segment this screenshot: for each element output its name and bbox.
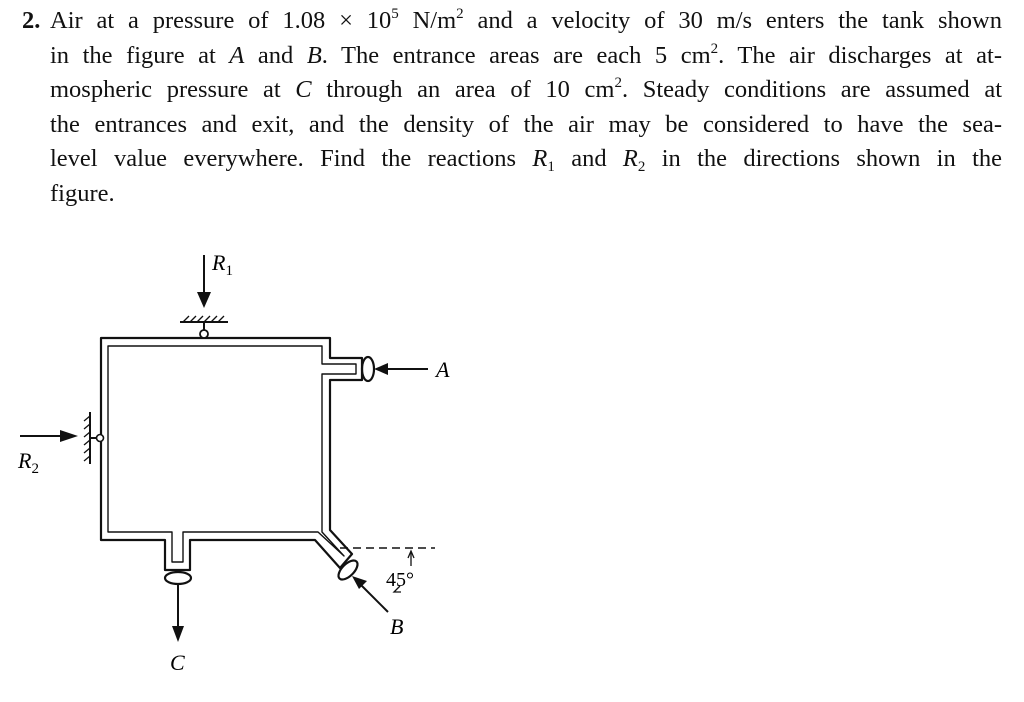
label-r2: $R_2$: [18, 448, 39, 477]
problem-text: [22, 4, 1002, 211]
left-support: [20, 412, 104, 464]
problem-line: [50, 73, 1002, 108]
problem-line: [50, 177, 1002, 212]
text-run: through an area of 10 cm: [311, 76, 615, 103]
arrow-c: [172, 585, 184, 642]
text-run: N/m: [398, 7, 457, 34]
label-b: B: [390, 614, 404, 639]
arrow-b: [352, 576, 388, 612]
sub-script: 1: [547, 159, 555, 175]
text-run: in the directions shown in the: [645, 145, 1002, 172]
text-run: figure.: [50, 179, 115, 207]
text-run: and: [244, 41, 307, 69]
label-a: A: [436, 357, 450, 382]
text-run: and a velocity of 30 m/s enters the tank shown: [463, 7, 1002, 34]
variable: C: [295, 76, 312, 103]
tank-figure: [0, 240, 470, 685]
nozzle-c-ring: [165, 572, 191, 584]
text-run: the entrances and exit, and the density of the air may be considered to have the sea-: [50, 110, 1002, 138]
problem-line: [50, 142, 1002, 177]
text-run: level value everywhere. Find the reactions: [50, 145, 533, 172]
sup-script: 2: [614, 75, 622, 91]
text-run: mospheric pressure at: [50, 76, 296, 103]
nozzle-a-ring: [362, 357, 374, 381]
variable: A: [229, 41, 245, 69]
sup-script: 2: [710, 40, 719, 57]
label-angle: 45°: [386, 569, 414, 591]
sup-script: 2: [456, 6, 464, 22]
problem-line: [50, 108, 1002, 143]
label-c: C: [170, 650, 185, 675]
problem-line: [50, 39, 1002, 74]
sup-script: 5: [391, 6, 399, 22]
problem-number: 2.: [22, 7, 41, 34]
variable: R: [532, 145, 548, 172]
problem-statement: [22, 4, 1002, 211]
variable: B: [306, 41, 322, 69]
text-run: . Steady conditions are assumed at: [621, 76, 1002, 103]
tank-inner-wall: [108, 346, 356, 562]
arrow-a: [374, 363, 428, 375]
tank-diagram: [0, 240, 470, 680]
text-run: Air at a pressure of 1.08 × 10: [50, 7, 392, 34]
sub-script: 2: [637, 159, 646, 175]
text-run: . The entrance areas are each 5 cm: [321, 41, 711, 69]
tank-outer-wall: [101, 338, 362, 570]
problem-line: [50, 4, 1002, 39]
text-run: . The air discharges at at-: [718, 41, 1003, 69]
label-r1: $R_1$: [212, 250, 233, 279]
text-run: and: [554, 145, 623, 172]
text-run: in the figure at: [50, 41, 230, 69]
variable: R: [622, 145, 638, 172]
